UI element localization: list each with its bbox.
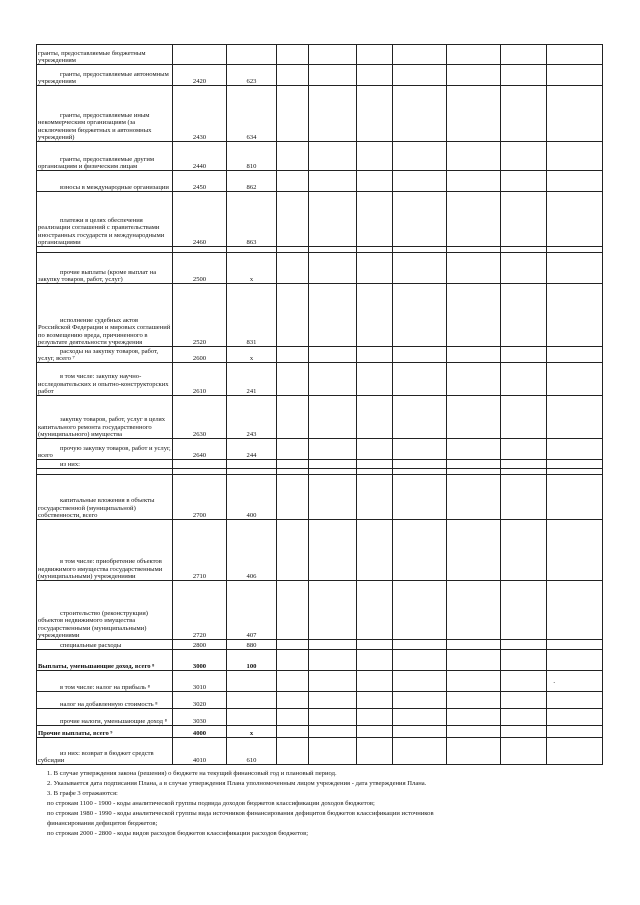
amount-cell xyxy=(447,439,501,460)
amount-cell xyxy=(393,650,447,671)
amount-cell xyxy=(357,65,393,86)
row-kbk-cell xyxy=(227,692,277,709)
amount-cell xyxy=(393,520,447,581)
amount-cell xyxy=(393,284,447,347)
amount-cell xyxy=(501,439,547,460)
amount-cell xyxy=(447,396,501,439)
amount-cell xyxy=(309,86,357,142)
row-name-cell xyxy=(37,65,173,86)
plan-table-sheet xyxy=(36,44,602,765)
amount-cell xyxy=(547,640,603,650)
table-row xyxy=(37,363,603,396)
plan-table-body xyxy=(37,45,603,765)
amount-cell xyxy=(357,284,393,347)
table-row xyxy=(37,347,603,363)
table-row xyxy=(37,726,603,738)
row-code-cell: 2610 xyxy=(173,363,227,396)
row-name-cell xyxy=(37,439,173,460)
amount-cell xyxy=(447,726,501,738)
row-code-cell: 4010 xyxy=(173,738,227,765)
row-kbk-cell: x xyxy=(227,347,277,363)
amount-cell xyxy=(309,726,357,738)
amount-cell xyxy=(357,640,393,650)
amount-cell xyxy=(447,581,501,640)
amount-cell xyxy=(447,45,501,65)
amount-cell xyxy=(309,581,357,640)
row-kbk-cell xyxy=(227,671,277,692)
amount-cell xyxy=(277,709,309,726)
amount-cell xyxy=(547,439,603,460)
amount-cell xyxy=(277,171,309,192)
amount-cell xyxy=(393,692,447,709)
amount-cell xyxy=(357,142,393,171)
row-name: налог на добавленную стоимость ⁸ xyxy=(60,700,158,708)
table-row xyxy=(37,671,603,692)
amount-cell xyxy=(547,709,603,726)
amount-cell xyxy=(309,709,357,726)
row-code-cell: 3020 xyxy=(173,692,227,709)
row-code-cell: 2720 xyxy=(173,581,227,640)
footnote-line: 3. В графе 3 отражаются: xyxy=(47,790,118,797)
row-code-cell xyxy=(173,460,227,469)
amount-cell xyxy=(501,171,547,192)
row-name-cell xyxy=(37,475,173,520)
row-kbk-cell xyxy=(227,709,277,726)
amount-cell xyxy=(547,347,603,363)
row-kbk-cell: 810 xyxy=(227,142,277,171)
table-row xyxy=(37,171,603,192)
amount-cell xyxy=(501,475,547,520)
row-name: из них: xyxy=(60,460,80,468)
amount-cell xyxy=(447,475,501,520)
amount-cell xyxy=(309,396,357,439)
amount-cell xyxy=(447,650,501,671)
amount-cell xyxy=(277,460,309,469)
amount-cell xyxy=(501,460,547,469)
table-row xyxy=(37,142,603,171)
amount-cell xyxy=(357,581,393,640)
row-name-cell xyxy=(37,45,173,65)
amount-cell xyxy=(309,171,357,192)
table-row xyxy=(37,520,603,581)
amount-cell xyxy=(309,520,357,581)
amount-cell xyxy=(547,475,603,520)
amount-cell xyxy=(309,347,357,363)
row-kbk-cell: 863 xyxy=(227,192,277,247)
amount-cell xyxy=(501,192,547,247)
amount-cell xyxy=(447,65,501,86)
amount-cell xyxy=(357,692,393,709)
amount-cell xyxy=(501,396,547,439)
amount-cell xyxy=(501,581,547,640)
amount-cell xyxy=(277,650,309,671)
amount-cell xyxy=(393,640,447,650)
amount-cell xyxy=(501,347,547,363)
row-name: строительство (реконструкция) объектов недвижимого имущества государственными (муниципальными) учреждениями xyxy=(38,610,148,639)
row-kbk-cell: 243 xyxy=(227,396,277,439)
footnote-line: 1. В случае утверждения закона (решения) о бюджете на текущий финансовый год и плановый период. xyxy=(47,770,337,777)
amount-cell xyxy=(547,520,603,581)
row-kbk-cell: 610 xyxy=(227,738,277,765)
amount-cell xyxy=(309,650,357,671)
row-name-cell xyxy=(37,709,173,726)
amount-cell xyxy=(309,363,357,396)
amount-cell xyxy=(447,284,501,347)
table-row xyxy=(37,475,603,520)
table-row xyxy=(37,253,603,284)
row-code-cell: 3030 xyxy=(173,709,227,726)
row-kbk-cell: 880 xyxy=(227,640,277,650)
table-row xyxy=(37,709,603,726)
amount-cell xyxy=(393,709,447,726)
amount-cell xyxy=(447,192,501,247)
amount-cell xyxy=(357,171,393,192)
amount-cell xyxy=(277,253,309,284)
row-code-cell: 4000 xyxy=(173,726,227,738)
row-code-cell: 2640 xyxy=(173,439,227,460)
row-kbk-cell: 623 xyxy=(227,65,277,86)
row-name-cell xyxy=(37,726,173,738)
amount-cell xyxy=(501,363,547,396)
amount-cell xyxy=(309,65,357,86)
amount-cell xyxy=(447,363,501,396)
amount-cell xyxy=(501,86,547,142)
table-row xyxy=(37,738,603,765)
row-name: гранты, предоставляемые бюджетным учреждениям xyxy=(38,49,146,64)
amount-cell xyxy=(277,65,309,86)
amount-cell xyxy=(277,581,309,640)
amount-cell xyxy=(501,45,547,65)
row-code-cell: 2520 xyxy=(173,284,227,347)
amount-cell xyxy=(393,738,447,765)
amount-cell xyxy=(501,692,547,709)
amount-cell xyxy=(277,726,309,738)
amount-cell xyxy=(357,396,393,439)
row-code-cell: 2630 xyxy=(173,396,227,439)
row-name-cell xyxy=(37,692,173,709)
row-name-cell xyxy=(37,640,173,650)
amount-cell xyxy=(357,192,393,247)
amount-cell xyxy=(357,253,393,284)
amount-cell xyxy=(393,253,447,284)
amount-cell xyxy=(547,45,603,65)
amount-cell xyxy=(501,650,547,671)
amount-cell xyxy=(393,65,447,86)
amount-cell xyxy=(501,640,547,650)
amount-cell xyxy=(447,671,501,692)
row-kbk-cell xyxy=(227,45,277,65)
row-code-cell: 2430 xyxy=(173,86,227,142)
amount-cell xyxy=(547,726,603,738)
amount-cell xyxy=(447,640,501,650)
row-code-cell: 2600 xyxy=(173,347,227,363)
row-kbk-cell: 241 xyxy=(227,363,277,396)
amount-cell xyxy=(357,347,393,363)
table-row xyxy=(37,460,603,469)
row-code-cell: 2710 xyxy=(173,520,227,581)
row-name-cell xyxy=(37,142,173,171)
row-name: взносы в международные организации xyxy=(60,183,169,191)
row-kbk-cell: 862 xyxy=(227,171,277,192)
amount-cell xyxy=(501,726,547,738)
row-code-cell: 2420 xyxy=(173,65,227,86)
row-kbk-cell: 100 xyxy=(227,650,277,671)
table-row xyxy=(37,65,603,86)
row-code-cell: 2460 xyxy=(173,192,227,247)
amount-cell xyxy=(357,86,393,142)
amount-cell xyxy=(547,284,603,347)
amount-cell xyxy=(501,253,547,284)
row-kbk-cell: 400 xyxy=(227,475,277,520)
row-code-cell: 2800 xyxy=(173,640,227,650)
amount-cell xyxy=(393,363,447,396)
stray-mark: · xyxy=(553,679,556,687)
table-row xyxy=(37,581,603,640)
amount-cell xyxy=(393,671,447,692)
amount-cell xyxy=(277,475,309,520)
amount-cell xyxy=(277,347,309,363)
table-row xyxy=(37,439,603,460)
table-row xyxy=(37,86,603,142)
row-name: гранты, предоставляемые другим организациям и физическим лицам xyxy=(38,155,155,170)
amount-cell xyxy=(547,738,603,765)
row-name: прочие выплаты (кроме выплат на закупку товаров, работ, услуг) xyxy=(38,268,157,283)
row-name-cell xyxy=(37,192,173,247)
footnotes xyxy=(47,769,607,839)
row-name: из них: возврат в бюджет средств субсидии xyxy=(38,749,154,764)
amount-cell xyxy=(447,709,501,726)
row-name-cell xyxy=(37,650,173,671)
row-code-cell: 2700 xyxy=(173,475,227,520)
amount-cell xyxy=(309,439,357,460)
amount-cell xyxy=(393,439,447,460)
amount-cell xyxy=(447,142,501,171)
amount-cell xyxy=(447,86,501,142)
row-name-cell xyxy=(37,363,173,396)
amount-cell xyxy=(277,396,309,439)
table-row xyxy=(37,192,603,247)
amount-cell xyxy=(447,460,501,469)
amount-cell xyxy=(357,671,393,692)
amount-cell xyxy=(357,439,393,460)
amount-cell xyxy=(501,142,547,171)
row-name: Выплаты, уменьшающие доход, всего ⁸ xyxy=(38,662,155,670)
amount-cell xyxy=(447,738,501,765)
plan-table xyxy=(36,44,603,765)
amount-cell xyxy=(393,581,447,640)
row-kbk-cell: 407 xyxy=(227,581,277,640)
table-row xyxy=(37,692,603,709)
row-kbk-cell: 831 xyxy=(227,284,277,347)
amount-cell xyxy=(547,396,603,439)
amount-cell xyxy=(277,86,309,142)
amount-cell xyxy=(357,520,393,581)
row-name-cell xyxy=(37,671,173,692)
amount-cell xyxy=(277,192,309,247)
row-name: капитальные вложения в объекты государственной (муниципальной) собственности, всего xyxy=(38,497,155,519)
amount-cell xyxy=(447,520,501,581)
amount-cell xyxy=(393,475,447,520)
footnote-line: по строкам 2000 - 2800 - коды видов расходов бюджетов классификации расходов бюджетов; xyxy=(47,830,309,837)
row-name-cell xyxy=(37,253,173,284)
footnote-line: 2. Указывается дата подписания Плана, а в случае утверждения Плана уполномоченным лицом учреждения - дата утверждения Плана. xyxy=(47,780,427,787)
amount-cell xyxy=(277,439,309,460)
amount-cell xyxy=(277,363,309,396)
amount-cell xyxy=(501,738,547,765)
amount-cell xyxy=(277,45,309,65)
amount-cell xyxy=(393,726,447,738)
amount-cell xyxy=(393,142,447,171)
row-name-cell xyxy=(37,581,173,640)
amount-cell xyxy=(547,171,603,192)
amount-cell xyxy=(277,692,309,709)
row-name: в том числе: приобретение объектов недвижимого имущества государственными (муниципальными) учреждениями xyxy=(38,558,163,580)
row-code-cell: 2450 xyxy=(173,171,227,192)
row-code-cell: 2440 xyxy=(173,142,227,171)
amount-cell xyxy=(309,738,357,765)
amount-cell xyxy=(357,363,393,396)
amount-cell xyxy=(309,460,357,469)
amount-cell xyxy=(501,520,547,581)
amount-cell xyxy=(277,640,309,650)
row-code-cell xyxy=(173,45,227,65)
row-code-cell: 2500 xyxy=(173,253,227,284)
amount-cell xyxy=(501,709,547,726)
amount-cell xyxy=(447,347,501,363)
amount-cell xyxy=(309,253,357,284)
footnote-line: по строкам 1100 - 1900 - коды аналитической группы подвида доходов бюджетов классификации доходов бюджетов; xyxy=(47,800,375,807)
amount-cell xyxy=(501,671,547,692)
footnote-line: по строкам 1980 - 1990 - коды аналитической группы вида источников финансирования дефицитов бюджетов классификации источников xyxy=(47,810,434,817)
table-row xyxy=(37,640,603,650)
row-name: гранты, предоставляемые иным некоммерческим организациям (за исключением бюджетных и автономных учреждений) xyxy=(38,112,152,141)
table-row xyxy=(37,650,603,671)
row-name-cell xyxy=(37,520,173,581)
amount-cell xyxy=(547,253,603,284)
footnote-line: финансирования дефицитов бюджетов; xyxy=(47,820,158,827)
row-name-cell xyxy=(37,460,173,469)
amount-cell xyxy=(309,671,357,692)
row-kbk-cell: x xyxy=(227,253,277,284)
row-kbk-cell: 634 xyxy=(227,86,277,142)
row-name-cell xyxy=(37,396,173,439)
amount-cell xyxy=(277,284,309,347)
amount-cell xyxy=(547,192,603,247)
amount-cell xyxy=(357,738,393,765)
row-name: в том числе: налог на прибыль ⁸ xyxy=(60,683,150,691)
amount-cell xyxy=(309,45,357,65)
row-name: в том числе: закупку научно-исследовательских и опытно-конструкторских работ xyxy=(38,373,169,395)
amount-cell xyxy=(357,726,393,738)
amount-cell xyxy=(393,192,447,247)
row-name-cell xyxy=(37,171,173,192)
amount-cell xyxy=(447,692,501,709)
amount-cell xyxy=(357,460,393,469)
row-kbk-cell: 406 xyxy=(227,520,277,581)
row-name-cell xyxy=(37,284,173,347)
row-name: специальные расходы xyxy=(60,641,122,649)
amount-cell xyxy=(547,650,603,671)
amount-cell xyxy=(447,253,501,284)
row-name: расходы на закупку товаров, работ, услуг, всего ⁷ xyxy=(38,347,159,362)
row-name: закупку товаров, работ, услуг в целях капитального ремонта государственного (муниципального) имущества xyxy=(38,416,166,438)
amount-cell xyxy=(393,396,447,439)
row-code-cell: 3010 xyxy=(173,671,227,692)
amount-cell xyxy=(357,475,393,520)
row-name-cell xyxy=(37,738,173,765)
amount-cell xyxy=(277,142,309,171)
amount-cell xyxy=(309,142,357,171)
amount-cell xyxy=(309,475,357,520)
amount-cell xyxy=(357,709,393,726)
amount-cell xyxy=(547,581,603,640)
amount-cell xyxy=(547,65,603,86)
amount-cell xyxy=(547,692,603,709)
row-name-cell xyxy=(37,347,173,363)
table-row xyxy=(37,45,603,65)
amount-cell xyxy=(309,192,357,247)
amount-cell xyxy=(447,171,501,192)
row-name: исполнение судебных актов Российской Федерации и мировых соглашений по возмещению вреда, причиненного в результате деятельности учреждения xyxy=(38,317,171,346)
row-name: платежи в целях обеспечения реализации соглашений с правительствами иностранных государств и международными организациями xyxy=(38,217,165,246)
row-name: прочие налоги, уменьшающие доход ⁸ xyxy=(60,717,167,725)
amount-cell xyxy=(393,45,447,65)
amount-cell xyxy=(309,692,357,709)
row-kbk-cell: x xyxy=(227,726,277,738)
amount-cell xyxy=(547,363,603,396)
row-kbk-cell: 244 xyxy=(227,439,277,460)
amount-cell xyxy=(393,460,447,469)
amount-cell xyxy=(547,142,603,171)
amount-cell xyxy=(547,460,603,469)
amount-cell xyxy=(309,284,357,347)
amount-cell xyxy=(501,284,547,347)
row-name: Прочие выплаты, всего ⁹ xyxy=(38,729,113,737)
amount-cell xyxy=(277,671,309,692)
amount-cell xyxy=(357,650,393,671)
table-row xyxy=(37,284,603,347)
amount-cell xyxy=(393,347,447,363)
row-kbk-cell xyxy=(227,460,277,469)
row-name: гранты, предоставляемые автономным учреждениям xyxy=(38,70,169,85)
amount-cell xyxy=(547,86,603,142)
amount-cell xyxy=(393,86,447,142)
row-name: прочую закупку товаров, работ и услуг, всего xyxy=(38,444,171,459)
table-row xyxy=(37,396,603,439)
amount-cell xyxy=(277,520,309,581)
amount-cell xyxy=(357,45,393,65)
row-name-cell xyxy=(37,86,173,142)
row-code-cell: 3000 xyxy=(173,650,227,671)
amount-cell xyxy=(393,171,447,192)
amount-cell xyxy=(309,640,357,650)
amount-cell xyxy=(501,65,547,86)
amount-cell xyxy=(277,738,309,765)
